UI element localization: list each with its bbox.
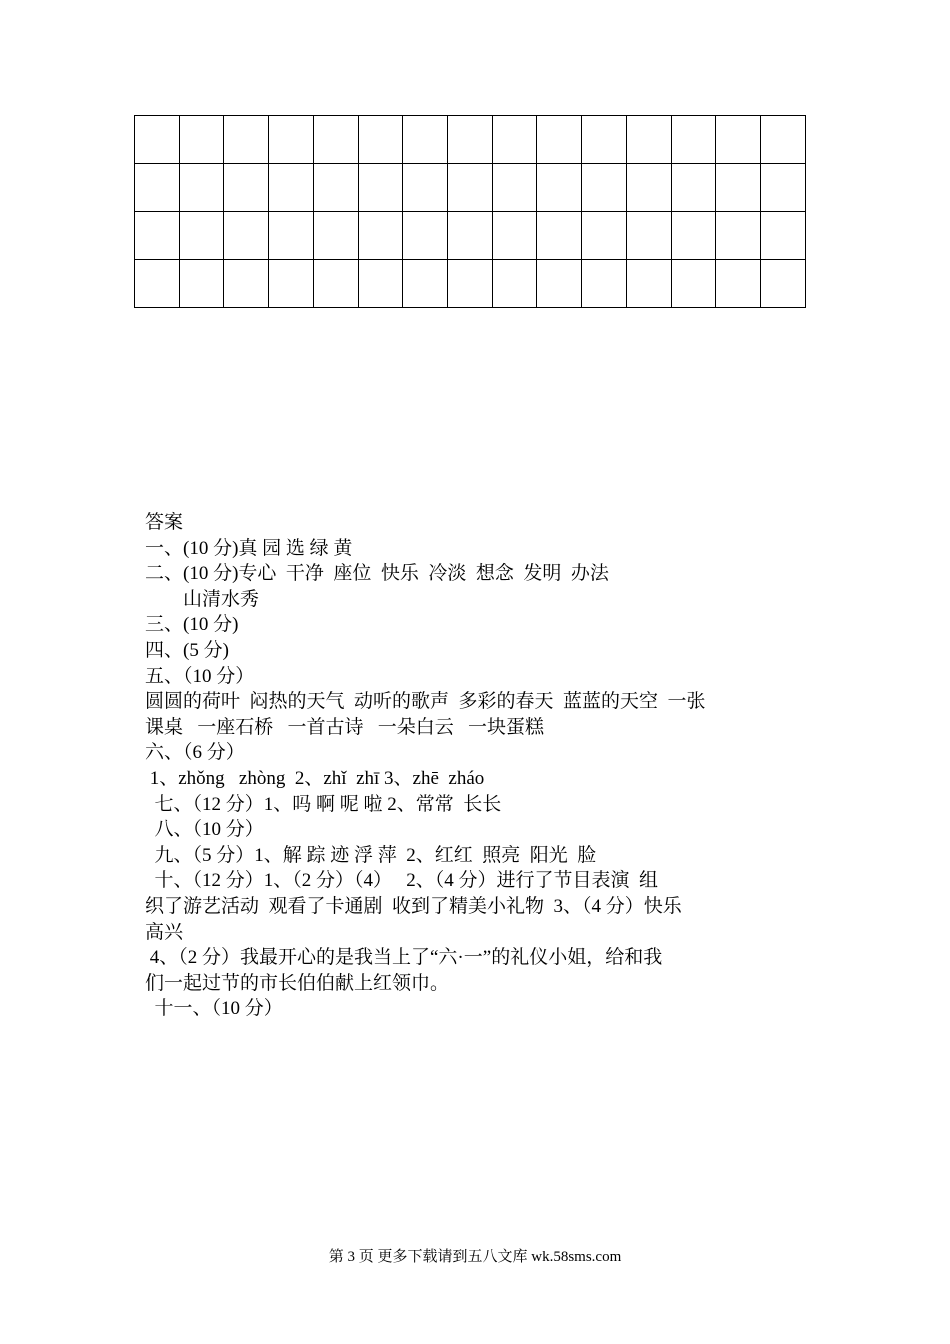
grid-cell <box>448 260 493 308</box>
grid-cell <box>761 260 806 308</box>
grid-row <box>135 164 806 212</box>
grid-cell <box>403 212 448 260</box>
grid-cell <box>716 212 761 260</box>
answer-heading: 答案 <box>145 512 184 533</box>
grid-cell <box>403 116 448 164</box>
answer-line: 三、(10 分) <box>145 614 239 636</box>
grid-cell <box>358 212 403 260</box>
grid-cell <box>626 164 671 212</box>
grid-cell <box>135 260 180 308</box>
answer-line: 十一、（10 分） <box>145 998 283 1020</box>
answer-line: 们一起过节的市长伯伯献上红领巾。 <box>145 972 450 994</box>
answer-section <box>145 510 810 1022</box>
grid-cell <box>269 260 314 308</box>
grid-cell <box>492 212 537 260</box>
grid-cell <box>626 260 671 308</box>
grid-cell <box>135 116 180 164</box>
grid-cell <box>626 212 671 260</box>
grid-cell <box>537 116 582 164</box>
grid-cell <box>537 260 582 308</box>
grid-row <box>135 212 806 260</box>
answer-line: 四、(5 分) <box>145 639 229 661</box>
page-footer: 第 3 页 更多下载请到五八文库 wk.58sms.com <box>328 1249 622 1265</box>
grid-cell <box>716 164 761 212</box>
answer-line: 五、（10 分） <box>145 665 255 687</box>
answer-line: 六、（6 分） <box>145 742 245 764</box>
grid-cell <box>537 212 582 260</box>
grid-cell <box>492 260 537 308</box>
grid-cell <box>179 260 224 308</box>
grid-cell <box>224 116 269 164</box>
grid-cell <box>492 116 537 164</box>
writing-grid-body <box>135 116 806 308</box>
grid-cell <box>313 260 358 308</box>
grid-cell <box>448 116 493 164</box>
grid-cell <box>224 212 269 260</box>
grid-cell <box>671 260 716 308</box>
grid-cell <box>179 116 224 164</box>
answer-line: 十、（12 分）1、（2 分）（4） 2、（4 分）进行了节目表演 组 <box>145 870 659 892</box>
grid-cell <box>224 260 269 308</box>
grid-cell <box>626 116 671 164</box>
answer-line: 课桌 一座石桥 一首古诗 一朵白云 一块蛋糕 <box>145 716 545 738</box>
grid-cell <box>358 116 403 164</box>
grid-cell <box>403 260 448 308</box>
grid-cell <box>403 164 448 212</box>
grid-cell <box>761 212 806 260</box>
grid-cell <box>671 212 716 260</box>
grid-cell <box>716 116 761 164</box>
grid-cell <box>313 164 358 212</box>
answer-line: 一、(10 分)真 园 选 绿 黄 <box>145 537 353 559</box>
grid-cell <box>135 212 180 260</box>
answer-line: 九、（5 分）1、解 踪 迹 浮 萍 2、红红 照亮 阳光 脸 <box>145 844 597 866</box>
grid-cell <box>761 116 806 164</box>
answer-line: 七、（12 分）1、吗 啊 呢 啦 2、常常 长长 <box>145 793 502 815</box>
grid-cell <box>269 212 314 260</box>
grid-row <box>135 116 806 164</box>
grid-cell <box>582 116 627 164</box>
grid-cell <box>582 212 627 260</box>
answer-line: 圆圆的荷叶 闷热的天气 动听的歌声 多彩的春天 蓝蓝的天空 一张 <box>145 691 706 713</box>
answer-line: 高兴 <box>145 921 184 943</box>
grid-cell <box>582 260 627 308</box>
grid-cell <box>179 164 224 212</box>
grid-cell <box>358 164 403 212</box>
grid-cell <box>671 164 716 212</box>
grid-cell <box>135 164 180 212</box>
answer-line: 山清水秀 <box>145 588 260 610</box>
grid-cell <box>269 116 314 164</box>
grid-cell <box>448 164 493 212</box>
answer-line: 4、（2 分）我最开心的是我当上了“六·一”的礼仪小姐，给和我 <box>145 947 663 969</box>
grid-cell <box>224 164 269 212</box>
grid-cell <box>313 212 358 260</box>
grid-cell <box>448 212 493 260</box>
answer-line: 二、(10 分)专心 干净 座位 快乐 冷淡 想念 发明 办法 <box>145 563 609 585</box>
grid-cell <box>313 116 358 164</box>
writing-grid <box>134 115 806 308</box>
grid-cell <box>761 164 806 212</box>
grid-cell <box>179 212 224 260</box>
grid-cell <box>492 164 537 212</box>
grid-row <box>135 260 806 308</box>
answer-line: 1、zhǒng zhòng 2、zhǐ zhī 3、zhē zháo <box>145 767 485 789</box>
grid-cell <box>269 164 314 212</box>
grid-cell <box>671 116 716 164</box>
grid-cell <box>358 260 403 308</box>
grid-cell <box>582 164 627 212</box>
grid-cell <box>537 164 582 212</box>
grid-cell <box>716 260 761 308</box>
answer-line: 织了游艺活动 观看了卡通剧 收到了精美小礼物 3、（4 分）快乐 <box>145 895 682 917</box>
answer-line: 八、（10 分） <box>145 819 264 841</box>
